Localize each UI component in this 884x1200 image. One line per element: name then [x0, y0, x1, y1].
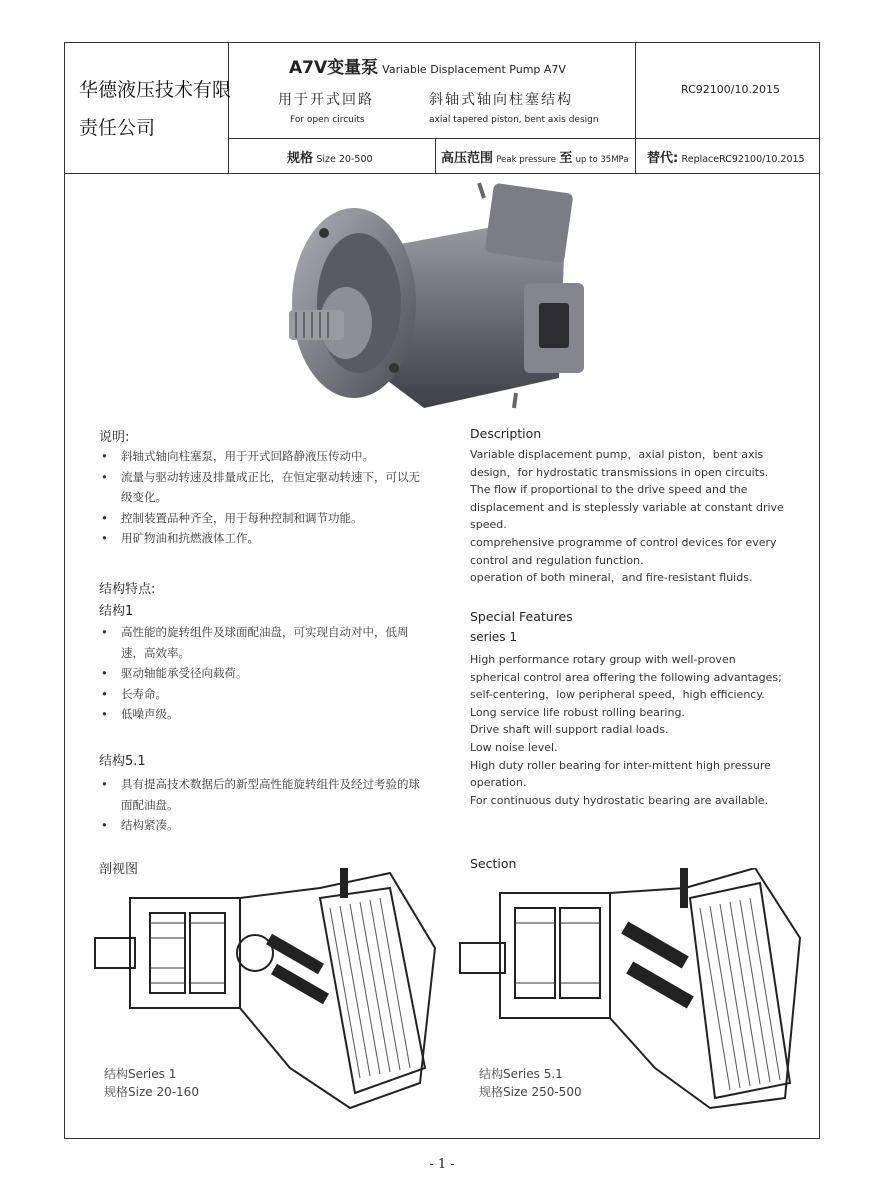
- features-title-en: Special Features: [470, 609, 573, 624]
- series1-title-en: series 1: [470, 630, 517, 644]
- paragraph: High performance rotary group with well-proven spherical control area offering the following advantages; self-centering，low peripheral speed，high efficiency.: [470, 653, 782, 702]
- paragraph: For continuous duty hydrostatic bearing are available.: [470, 793, 769, 807]
- pump-photo: [284, 178, 604, 418]
- company-name: 华德液压技术有限 责任公司: [79, 79, 232, 139]
- replace-spec: 替代: ReplaceRC92100/10.2015: [647, 151, 805, 166]
- pressure-spec: 高压范围 Peak pressure 至 up to 35MPa: [441, 151, 629, 166]
- paragraph: The flow if proportional to the drive speed and the displacement and is steplessly variable at constant drive speed.: [470, 483, 784, 532]
- caption-series1: 结构Series 1 规格Size 20-160: [104, 1067, 199, 1099]
- list-item: • 具有提高技术数据后的新型高性能旋转组件及经过考验的球面配油盘。: [99, 774, 431, 815]
- features-title-cn: 结构特点:: [99, 582, 156, 597]
- paragraph: Variable displacement pump，axial piston，bent axis design，for hydrostatic transmissions in open circuits.: [470, 448, 769, 479]
- desc-title-cn: 说明:: [99, 430, 130, 445]
- series51-list-cn: [99, 774, 431, 836]
- size-spec: 规格 Size 20-500: [287, 151, 373, 166]
- list-item: • 用矿物油和抗燃液体工作。: [99, 528, 431, 549]
- paragraph: operation of both mineral，and fire-resistant fluids.: [470, 571, 753, 585]
- paragraph: Low noise level.: [470, 740, 558, 754]
- page-number: - 1 -: [429, 1157, 455, 1172]
- doc-code: RC92100/10.2015: [681, 83, 780, 96]
- list-item: • 高性能的旋转组件及球面配油盘，可实现自动对中，低周速，高效率。: [99, 622, 431, 663]
- list-item: • 流量与驱动转速及排量成正比，在恒定驱动转速下，可以无级变化。: [99, 467, 431, 508]
- design-label: 斜轴式轴向柱塞结构 axial tapered piston, bent axis design: [429, 92, 599, 125]
- section-title-cn: 剖视图: [99, 862, 139, 877]
- features-text-en: [470, 651, 788, 809]
- list-item: • 驱动轴能承受径向载荷。: [99, 663, 431, 684]
- desc-text-en: [470, 446, 788, 587]
- header-table: [65, 43, 819, 174]
- paragraph: Drive shaft will support radial loads.: [470, 723, 669, 737]
- list-item: • 斜轴式轴向柱塞泵，用于开式回路静液压传动中。: [99, 446, 431, 467]
- caption-series51: 结构Series 5.1 规格Size 250-500: [479, 1067, 582, 1099]
- paragraph: Long service life robust rolling bearing.: [470, 705, 685, 719]
- list-item: • 结构紧凑。: [99, 815, 431, 836]
- product-title: A7V变量泵 Variable Displacement Pump A7V: [289, 58, 566, 78]
- list-item: • 低噪声级。: [99, 704, 431, 725]
- list-item: • 控制装置品种齐全，用于每种控制和调节功能。: [99, 508, 431, 529]
- series1-title-cn: 结构1: [99, 604, 134, 619]
- open-circuit-label: 用于开式回路 For open circuits: [278, 92, 374, 125]
- section-title-en: Section: [470, 856, 517, 871]
- series51-title-cn: 结构5.1: [99, 754, 146, 769]
- desc-list-cn: [99, 446, 431, 549]
- paragraph: High duty roller bearing for inter-mittent high pressure operation.: [470, 758, 771, 790]
- series1-list-cn: [99, 622, 431, 725]
- paragraph: comprehensive programme of control devices for every control and regulation function.: [470, 535, 777, 567]
- desc-title-en: Description: [470, 426, 542, 441]
- list-item: • 长寿命。: [99, 684, 431, 705]
